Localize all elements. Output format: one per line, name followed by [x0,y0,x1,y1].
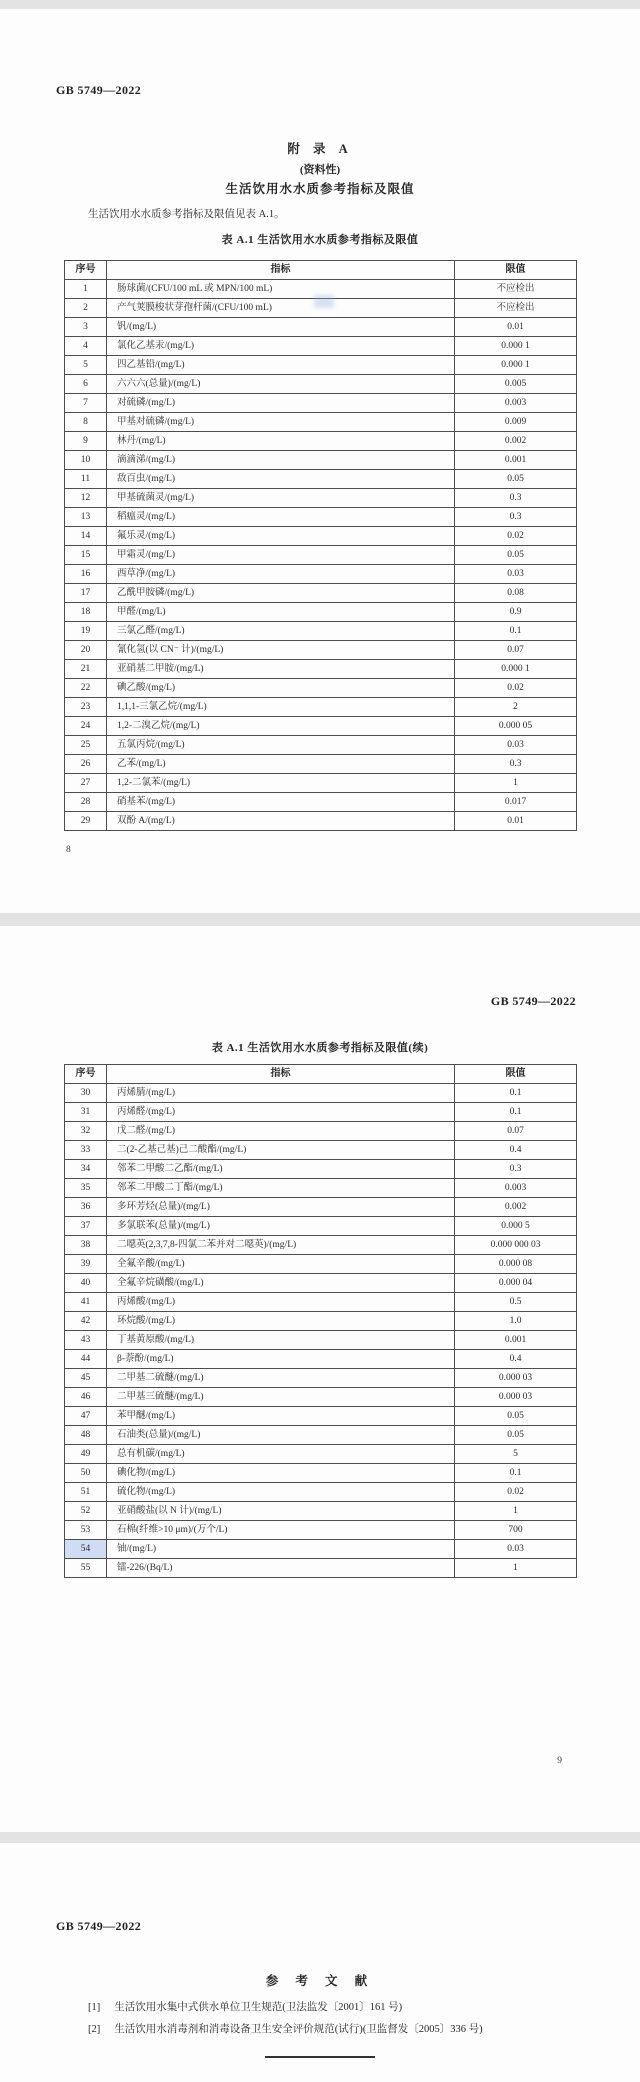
indicator-cell: 氯化乙基汞/(mg/L) [107,337,455,356]
limit-cell: 0.000 000 03 [455,1236,577,1255]
row-no-cell: 35 [65,1179,107,1198]
limit-cell: 0.3 [455,508,577,527]
table-a1-continued-title: 表 A.1 生活饮用水水质参考指标及限值(续) [211,1042,429,1054]
indicator-cell: 丙烯腈/(mg/L) [107,1084,455,1103]
table-row [65,793,577,812]
row-no-cell: 54 [65,1540,107,1559]
table-row [65,1141,577,1160]
table-row [65,1255,577,1274]
table-header-row [65,1065,577,1084]
limit-cell: 0.3 [455,1160,577,1179]
indicator-cell: 碘乙酸/(mg/L) [107,679,455,698]
indicator-cell: 多环芳烃(总量)/(mg/L) [107,1198,455,1217]
table-row [65,337,577,356]
table-row [65,565,577,584]
table-row [65,375,577,394]
table-row [65,1502,577,1521]
indicator-cell: 双酚 A/(mg/L) [107,812,455,831]
indicator-cell: 铀/(mg/L) [107,1540,455,1559]
limit-cell: 0.3 [455,489,577,508]
page-number-8: 8 [66,845,71,855]
indicator-cell: 四乙基铅/(mg/L) [107,356,455,375]
indicator-cell: 二(2-乙基己基)己二酸酯/(mg/L) [107,1141,455,1160]
limit-cell: 0.01 [455,812,577,831]
limit-cell: 0.01 [455,318,577,337]
limit-cell: 1 [455,1559,577,1578]
table-row [65,1369,577,1388]
table-row [65,527,577,546]
limit-cell: 0.05 [455,470,577,489]
reference-label: [1] [88,2002,101,2013]
standard-code-header: GB 5749—2022 [56,83,142,97]
indicator-cell: 甲醛/(mg/L) [107,603,455,622]
indicator-cell: 亚硝酸盐(以 N 计)/(mg/L) [107,1502,455,1521]
table-row [65,1236,577,1255]
indicator-cell: 石棉(纤维>10 μm)/(万个/L) [107,1521,455,1540]
row-no-cell: 20 [65,641,107,660]
row-no-cell: 18 [65,603,107,622]
col-header-no: 序号 [65,1065,107,1084]
limit-cell: 0.001 [455,451,577,470]
indicator-cell: 二噁英(2,3,7,8-四氯二苯并对二噁英)/(mg/L) [107,1236,455,1255]
table-row [65,356,577,375]
table-row [65,641,577,660]
row-no-cell: 11 [65,470,107,489]
appendix-title: 附 录 A [287,142,353,156]
table-row [65,1331,577,1350]
indicator-cell: 石油类(总量)/(mg/L) [107,1426,455,1445]
limit-cell: 0.1 [455,1084,577,1103]
row-no-cell: 27 [65,774,107,793]
page-separator [0,0,640,9]
table-row [65,736,577,755]
indicator-cell: 硫化物/(mg/L) [107,1483,455,1502]
row-no-cell: 39 [65,1255,107,1274]
table-row [65,1483,577,1502]
page-8 [0,9,640,913]
indicator-cell: 钒/(mg/L) [107,318,455,337]
table-row [65,413,577,432]
limit-cell: 0.009 [455,413,577,432]
limit-cell: 0.02 [455,679,577,698]
table-row [65,546,577,565]
reference-text: 生活饮用水消毒剂和消毒设备卫生安全评价规范(试行)(卫监督发〔2005〕336 号) [114,2024,483,2035]
limit-cell: 1 [455,1502,577,1521]
indicator-cell: 总有机碳/(mg/L) [107,1445,455,1464]
row-no-cell: 21 [65,660,107,679]
row-no-cell: 45 [65,1369,107,1388]
table-row [65,1084,577,1103]
col-header-no: 序号 [65,261,107,280]
row-no-cell: 46 [65,1388,107,1407]
table-row [65,1407,577,1426]
row-no-cell: 38 [65,1236,107,1255]
limit-cell: 0.005 [455,375,577,394]
limit-cell: 0.02 [455,1483,577,1502]
limit-cell: 0.000 1 [455,337,577,356]
row-no-cell: 34 [65,1160,107,1179]
row-no-cell: 47 [65,1407,107,1426]
table-row [65,451,577,470]
indicator-cell: 硝基苯/(mg/L) [107,793,455,812]
limit-cell: 0.000 05 [455,717,577,736]
indicator-cell: 敌百虫/(mg/L) [107,470,455,489]
row-no-cell: 30 [65,1084,107,1103]
limit-cell: 0.07 [455,1122,577,1141]
page-references [0,1843,640,2082]
table-row [65,584,577,603]
limit-cell: 0.5 [455,1293,577,1312]
row-no-cell: 33 [65,1141,107,1160]
row-no-cell: 4 [65,337,107,356]
limit-cell: 2 [455,698,577,717]
row-no-cell: 41 [65,1293,107,1312]
table-row [65,1312,577,1331]
indicator-cell: 苯甲醚/(mg/L) [107,1407,455,1426]
limit-cell: 0.000 03 [455,1369,577,1388]
indicator-cell: 碘化物/(mg/L) [107,1464,455,1483]
table-body-part2 [65,1084,577,1578]
indicator-cell: 产气荚膜梭状芽孢杆菌/(CFU/100 mL) [107,299,455,318]
row-no-cell: 44 [65,1350,107,1369]
limit-cell: 0.05 [455,1407,577,1426]
table-row [65,432,577,451]
table-row [65,1198,577,1217]
table-row [65,1445,577,1464]
indicator-cell: 1,1,1-三氯乙烷/(mg/L) [107,698,455,717]
indicator-cell: 三氯乙醛/(mg/L) [107,622,455,641]
limit-cell: 0.05 [455,546,577,565]
indicator-cell: 全氟辛烷磺酸/(mg/L) [107,1274,455,1293]
limit-cell: 0.03 [455,736,577,755]
table-row [65,470,577,489]
table-row [65,1293,577,1312]
row-no-cell: 50 [65,1464,107,1483]
limit-cell: 0.1 [455,1464,577,1483]
limit-cell: 0.000 04 [455,1274,577,1293]
table-row [65,755,577,774]
indicator-cell: 多氯联苯(总量)/(mg/L) [107,1217,455,1236]
limit-cell: 0.3 [455,755,577,774]
row-no-cell: 9 [65,432,107,451]
table-row [65,774,577,793]
indicator-cell: 邻苯二甲酸二乙酯/(mg/L) [107,1160,455,1179]
row-no-cell: 8 [65,413,107,432]
row-no-cell: 16 [65,565,107,584]
indicator-cell: 林丹/(mg/L) [107,432,455,451]
indicator-cell: 1,2-二溴乙烷/(mg/L) [107,717,455,736]
table-row [65,1122,577,1141]
table-row [65,1103,577,1122]
row-no-cell: 31 [65,1103,107,1122]
indicator-cell: β-萘酚/(mg/L) [107,1350,455,1369]
limit-cell: 0.000 1 [455,356,577,375]
limit-cell: 1.0 [455,1312,577,1331]
limit-cell: 0.07 [455,641,577,660]
table-header-row [65,261,577,280]
table-a1-part2 [64,1064,577,1578]
limit-cell: 0.1 [455,1103,577,1122]
limit-cell: 0.002 [455,432,577,451]
limit-cell: 0.000 1 [455,660,577,679]
limit-cell: 700 [455,1521,577,1540]
table-row [65,508,577,527]
row-no-cell: 40 [65,1274,107,1293]
reference-item-2 [88,2021,483,2036]
appendix-heading: 生活饮用水水质参考指标及限值 [225,182,415,196]
limit-cell: 0.02 [455,527,577,546]
limit-cell: 0.4 [455,1141,577,1160]
appendix-subtitle: (资料性) [299,164,341,176]
indicator-cell: 丙烯醛/(mg/L) [107,1103,455,1122]
col-header-limit: 限值 [455,261,577,280]
table-row [65,318,577,337]
indicator-cell: 二甲基二硫醚/(mg/L) [107,1369,455,1388]
row-no-cell: 1 [65,280,107,299]
indicator-cell: 对硫磷/(mg/L) [107,394,455,413]
table-a1-part1 [64,260,577,831]
row-no-cell: 49 [65,1445,107,1464]
table-row [65,622,577,641]
table-row [65,489,577,508]
table-body-part1 [65,280,577,831]
table-row [65,1426,577,1445]
indicator-cell: 乙酰甲胺磷/(mg/L) [107,584,455,603]
indicator-cell: 稻瘟灵/(mg/L) [107,508,455,527]
indicator-cell: 六六六(总量)/(mg/L) [107,375,455,394]
row-no-cell: 28 [65,793,107,812]
indicator-cell: 肠球菌/(CFU/100 mL 或 MPN/100 mL) [107,280,455,299]
limit-cell: 0.1 [455,622,577,641]
row-no-cell: 17 [65,584,107,603]
table-row [65,660,577,679]
limit-cell: 0.4 [455,1350,577,1369]
row-no-cell: 24 [65,717,107,736]
limit-cell: 1 [455,774,577,793]
indicator-cell: 甲基对硫磷/(mg/L) [107,413,455,432]
indicator-cell: 乙苯/(mg/L) [107,755,455,774]
table-row [65,1179,577,1198]
row-no-cell: 43 [65,1331,107,1350]
indicator-cell: 全氟辛酸/(mg/L) [107,1255,455,1274]
limit-cell: 0.000 5 [455,1217,577,1236]
scan-artifact [314,295,334,308]
row-no-cell: 29 [65,812,107,831]
indicator-cell: 滴滴涕/(mg/L) [107,451,455,470]
row-no-cell: 51 [65,1483,107,1502]
standard-code-header: GB 5749—2022 [56,1919,142,1933]
table-row [65,1274,577,1293]
row-no-cell: 19 [65,622,107,641]
limit-cell: 0.000 03 [455,1388,577,1407]
limit-cell: 0.003 [455,394,577,413]
limit-cell: 0.03 [455,1540,577,1559]
indicator-cell: 甲基硫菌灵/(mg/L) [107,489,455,508]
row-no-cell: 2 [65,299,107,318]
row-no-cell: 26 [65,755,107,774]
indicator-cell: 1,2-二氯苯/(mg/L) [107,774,455,793]
indicator-cell: 亚硝基二甲胺/(mg/L) [107,660,455,679]
col-header-indicator: 指标 [107,261,455,280]
row-no-cell: 3 [65,318,107,337]
row-no-cell: 12 [65,489,107,508]
table-row [65,603,577,622]
row-no-cell: 37 [65,1217,107,1236]
table-row [65,1388,577,1407]
limit-cell: 0.002 [455,1198,577,1217]
row-no-cell: 15 [65,546,107,565]
page-number-9: 9 [557,1756,562,1766]
document-end-rule [265,2056,375,2058]
indicator-cell: 五氯丙烷/(mg/L) [107,736,455,755]
table-row [65,1540,577,1559]
row-no-cell: 6 [65,375,107,394]
limit-cell: 不应检出 [455,299,577,318]
limit-cell: 不应检出 [455,280,577,299]
row-no-cell: 36 [65,1198,107,1217]
row-no-cell: 23 [65,698,107,717]
row-no-cell: 48 [65,1426,107,1445]
table-row [65,1464,577,1483]
table-row [65,394,577,413]
table-row [65,717,577,736]
intro-paragraph: 生活饮用水水质参考指标及限值见表 A.1。 [88,209,285,220]
indicator-cell: 丙烯酸/(mg/L) [107,1293,455,1312]
page-separator [0,1832,640,1843]
reference-text: 生活饮用水集中式供水单位卫生规范(卫法监发〔2001〕161 号) [114,2002,403,2013]
table-row [65,1160,577,1179]
page-9 [0,926,640,1832]
table-row [65,679,577,698]
limit-cell: 0.03 [455,565,577,584]
col-header-limit: 限值 [455,1065,577,1084]
indicator-cell: 邻苯二甲酸二丁酯/(mg/L) [107,1179,455,1198]
references-title: 参 考 文 献 [265,1974,375,1988]
standard-code-header: GB 5749—2022 [490,994,576,1008]
limit-cell: 0.05 [455,1426,577,1445]
row-no-cell: 10 [65,451,107,470]
limit-cell: 0.9 [455,603,577,622]
indicator-cell: 甲霜灵/(mg/L) [107,546,455,565]
indicator-cell: 环烷酸/(mg/L) [107,1312,455,1331]
reference-label: [2] [88,2024,101,2035]
row-no-cell: 22 [65,679,107,698]
table-row [65,698,577,717]
row-no-cell: 25 [65,736,107,755]
row-no-cell: 13 [65,508,107,527]
table-row [65,1350,577,1369]
indicator-cell: 丁基黄原酸/(mg/L) [107,1331,455,1350]
limit-cell: 5 [455,1445,577,1464]
row-no-cell: 55 [65,1559,107,1578]
row-no-cell: 5 [65,356,107,375]
table-a1-title: 表 A.1 生活饮用水水质参考指标及限值 [221,234,419,246]
indicator-cell: 氟乐灵/(mg/L) [107,527,455,546]
table-row [65,812,577,831]
page-separator [0,913,640,926]
indicator-cell: 戊二醛/(mg/L) [107,1122,455,1141]
indicator-cell: 西草净/(mg/L) [107,565,455,584]
row-no-cell: 14 [65,527,107,546]
row-no-cell: 7 [65,394,107,413]
table-row [65,1217,577,1236]
limit-cell: 0.003 [455,1179,577,1198]
indicator-cell: 镭-226/(Bq/L) [107,1559,455,1578]
limit-cell: 0.08 [455,584,577,603]
reference-item-1 [88,1999,402,2014]
indicator-cell: 氰化氢(以 CN⁻ 计)/(mg/L) [107,641,455,660]
indicator-cell: 二甲基三硫醚/(mg/L) [107,1388,455,1407]
limit-cell: 0.001 [455,1331,577,1350]
row-no-cell: 52 [65,1502,107,1521]
table-row [65,1559,577,1578]
row-no-cell: 42 [65,1312,107,1331]
limit-cell: 0.000 08 [455,1255,577,1274]
limit-cell: 0.017 [455,793,577,812]
col-header-indicator: 指标 [107,1065,455,1084]
row-no-cell: 32 [65,1122,107,1141]
row-no-cell: 53 [65,1521,107,1540]
table-row [65,1521,577,1540]
